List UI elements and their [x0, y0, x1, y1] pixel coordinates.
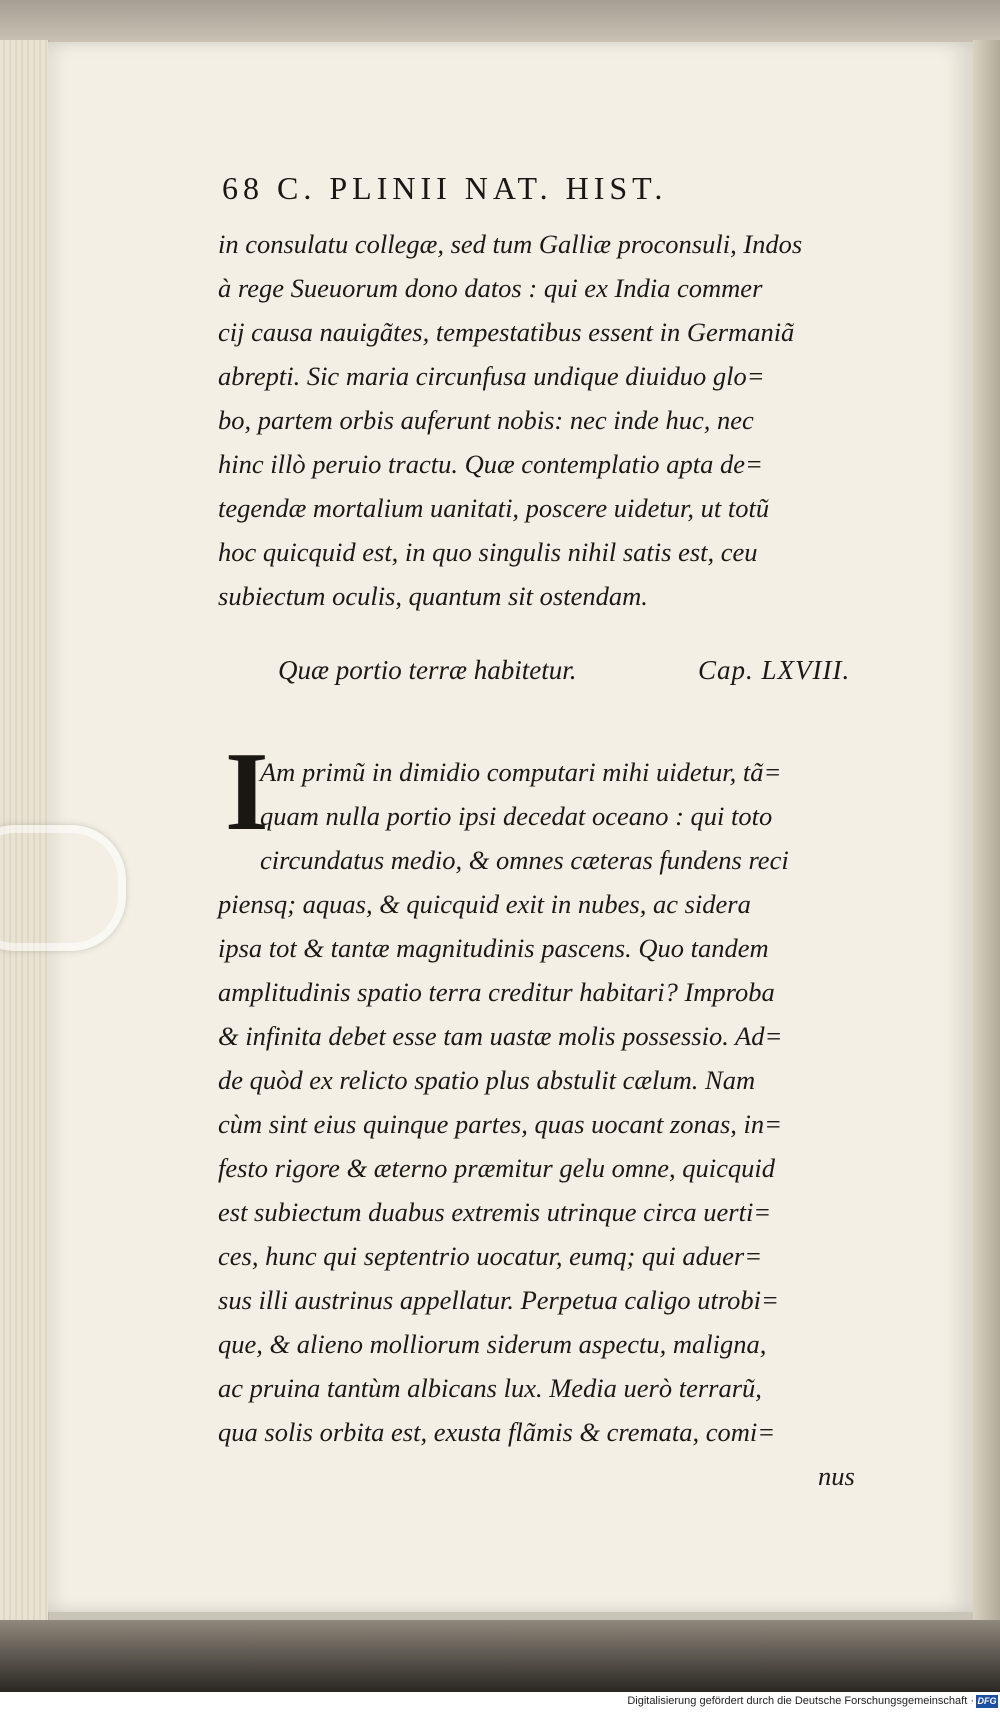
text-line: & infinita debet esse tam uastæ molis possessio. Ad=: [218, 1021, 783, 1051]
text-line: de quòd ex relicto spatio plus abstulit cælum. Nam: [218, 1065, 756, 1095]
text-line: à rege Sueuorum dono datos : qui ex India commer: [218, 273, 763, 303]
text-line: hinc illò peruio tractu. Quæ contemplatio apta de=: [218, 449, 763, 479]
text-line: quam nulla portio ipsi decedat oceano : qui toto: [260, 801, 773, 831]
footer-credit: Digitalisierung gefördert durch die Deutsche Forschungsgemeinschaft ·: [627, 1695, 974, 1707]
text-line: abrepti. Sic maria circunfusa undique diuiduo glo=: [218, 361, 765, 391]
text-line: cùm sint eius quinque partes, quas uocant zonas, in=: [218, 1109, 783, 1139]
text-line: subiectum oculis, quantum sit ostendam.: [218, 581, 648, 611]
text-line: ac pruina tantùm albicans lux. Media uerò terrarũ,: [218, 1373, 762, 1403]
text-line: circundatus medio, & omnes cæteras fundens reci: [260, 845, 789, 875]
running-head: 68 C. PLINII NAT. HIST.: [222, 170, 668, 206]
text-line: que, & alieno molliorum siderum aspectu, maligna,: [218, 1329, 767, 1359]
chapter-number: Cap. LXVIII.: [698, 655, 851, 685]
paragraph-1: [218, 222, 918, 618]
footer-bar: [0, 1692, 1000, 1712]
catchword: nus: [818, 1461, 855, 1491]
text-line: tegendæ mortalium uanitati, poscere uidetur, ut totũ: [218, 493, 770, 523]
text-line: Am primũ in dimidio computari mihi uidetur, tã=: [260, 757, 782, 787]
text-line: est subiectum duabus extremis utrinque circa uerti=: [218, 1197, 772, 1227]
decorated-initial: I: [225, 730, 269, 854]
paragraph-2: [218, 750, 918, 1498]
text-line: festo rigore & æterno præmitur gelu omne, quicquid: [218, 1153, 775, 1183]
text-line: ces, hunc qui septentrio uocatur, eumq; qui aduer=: [218, 1241, 763, 1271]
text-line: ipsa tot & tantæ magnitudinis pascens. Quo tandem: [218, 933, 769, 963]
scan-bottom-edge: [0, 1620, 1000, 1692]
chapter-heading: [278, 655, 918, 699]
book-edge-right: [973, 40, 1000, 1625]
text-line: qua solis orbita est, exusta flãmis & cremata, comi=: [218, 1417, 776, 1447]
chapter-title: Quæ portio terræ habitetur.: [278, 655, 577, 685]
text-line: amplitudinis spatio terra creditur habitari? Improba: [218, 977, 775, 1007]
text-line: bo, partem orbis auferunt nobis: nec inde huc, nec: [218, 405, 754, 435]
dfg-logo: DFG: [977, 1696, 997, 1706]
text-line: cij causa nauigãtes, tempestatibus essent in Germaniã: [218, 317, 795, 347]
text-line: piensq; aquas, & quicquid exit in nubes, ac sidera: [218, 889, 751, 919]
text-line: sus illi austrinus appellatur. Perpetua caligo utrobi=: [218, 1285, 779, 1315]
text-line: in consulatu collegæ, sed tum Galliæ proconsuli, Indos: [218, 229, 803, 259]
page-holder-clip: [0, 825, 126, 951]
text-line: hoc quicquid est, in quo singulis nihil satis est, ceu: [218, 537, 758, 567]
